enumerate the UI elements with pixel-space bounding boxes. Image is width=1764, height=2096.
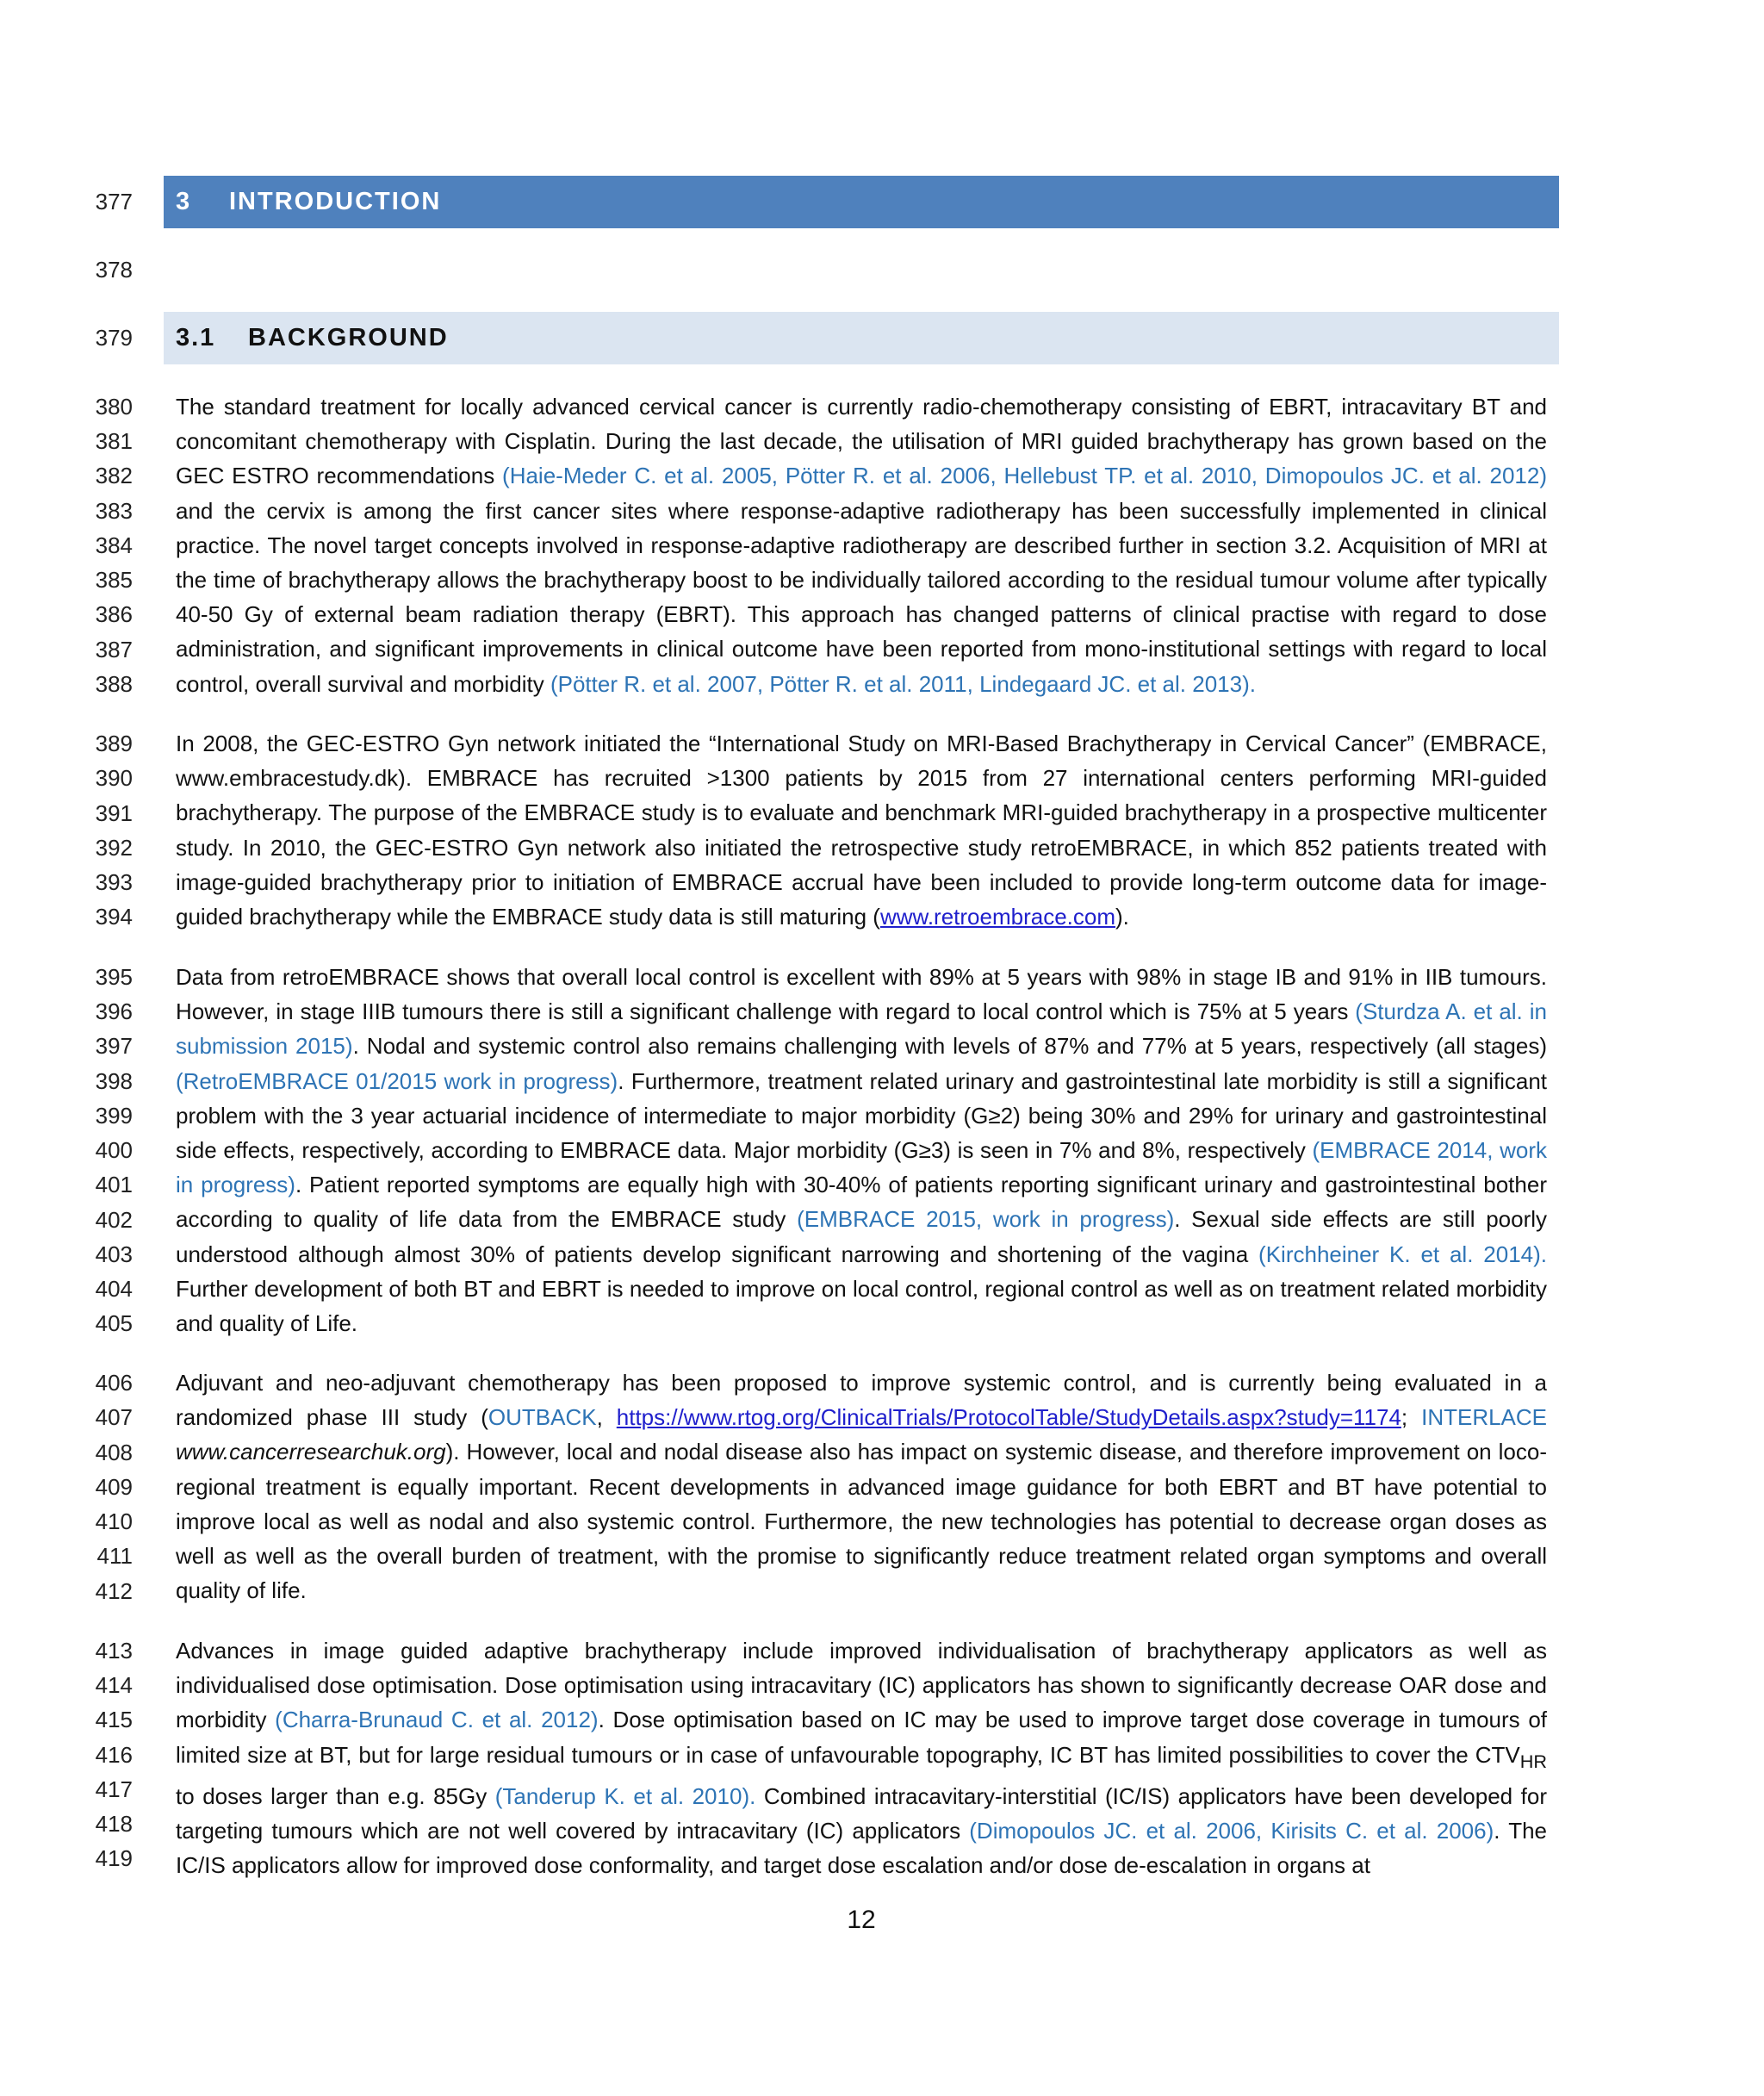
paragraph-adjuvant-chemotherapy: Adjuvant and neo-adjuvant chemotherapy has been proposed to improve systemic control, and is currently being evaluated in a randomized phase III study (OUTBACK, https://www.rtog.org/ClinicalTrials/ProtocolTable/StudyDetails.aspx?study=1174; INTERLACE www.cancerresearchuk.org). However, local and nodal disease also has impact on systemic disease, and therefore improvement on loco-regional treatment is equally important. Recent developments in advanced image guidance for both EBRT and BT have potential to improve local as well as nodal and also systemic control. Furthermore, the new technologies has potential to decrease organ doses as well as well as the overall burden of treatment, with the promise to significantly reduce treatment related organ symptoms and overall quality of life. [176,1370,1548,1604]
outback-citation[interactable]: OUTBACK [488,1404,597,1431]
page-number: 12 [847,1906,876,1934]
citation[interactable]: (Kirchheiner K. et al. 2014). [1258,1241,1547,1267]
line-number: 391 [95,800,133,826]
line-number: 405 [95,1310,133,1336]
line-number: 392 [95,835,133,861]
line-number: 413 [95,1638,133,1664]
citation[interactable]: (Pötter R. et al. 2007, Pötter R. et al. 2011, Lindegaard JC. et al. 2013). [550,670,1256,697]
line-number: 403 [95,1241,133,1267]
rtog-link[interactable]: https://www.rtog.org/ClinicalTrials/ProtocolTable/StudyDetails.aspx?study=1174 [616,1404,1401,1431]
line-number: 393 [95,869,133,895]
line-number: 416 [95,1742,133,1768]
line-number: 385 [95,567,133,593]
paragraph-retroembrace-data: Data from retroEMBRACE shows that overall local control is excellent with 89% at 5 years with 98% in stage IB and 91% in IIB tumours. However, in stage IIIB tumours there is still a significant challenge with regard to local control which is 75% at 5 years (Sturdza A. et al. in submission 2015). Nodal and systemic control also remains challenging with levels of 87% and 77% at 5 years, respectively (all stages) (RetroEMBRACE 01/2015 work in progress). Furthermore, treatment related urinary and gastrointestinal late morbidity is still a significant problem with the 3 year actuarial incidence of intermediate to major morbidity (G≥2) being 30% and 29% for urinary and gastrointestinal side effects, respectively, according to EMBRACE data. Major morbidity (G≥3) is seen in 7% and 8%, respectively (EMBRACE 2014, work in progress). Patient reported symptoms are equally high with 30-40% of patients reporting significant urinary and gastrointestinal bother according to quality of life data from the EMBRACE study (EMBRACE 2015, work in progress). Sexual side effects are still poorly understood although almost 30% of patients develop significant narrowing and shortening of the vagina (Kirchheiner K. et al. 2014). Further development of both BT and EBRT is needed to improve on local control, regional control as well as on treatment related morbidity and quality of Life. [176,964,1548,1337]
citation[interactable]: (Sturdza A. et al. in submission 2015) [176,998,1547,1060]
line-number: 417 [95,1776,133,1802]
line-number: 400 [95,1137,133,1163]
line-number: 414 [95,1672,133,1698]
line-number: 389 [95,731,133,756]
line-number: 404 [95,1276,133,1302]
line-number: 386 [95,601,133,627]
line-number: 397 [95,1033,133,1059]
line-number: 399 [95,1103,133,1129]
line-number: 377 [95,189,133,215]
line-number: 382 [95,463,133,488]
section-heading-introduction [164,176,1559,228]
line-number: 396 [95,998,133,1024]
line-number: 410 [95,1508,133,1534]
line-number: 378 [95,257,133,283]
citation[interactable]: (Tanderup K. et al. 2010). [494,1783,756,1809]
line-number: 419 [95,1845,133,1871]
line-number: 411 [96,1543,133,1569]
line-number: 408 [95,1440,133,1465]
line-number: 402 [95,1207,133,1233]
retroembrace-link[interactable]: www.retroembrace.com [879,904,1116,930]
line-number: 415 [95,1707,133,1732]
line-number: 398 [95,1068,133,1094]
line-number: 418 [95,1811,133,1837]
paragraph-adaptive-brachytherapy: Advances in image guided adaptive brachytherapy include improved individualisation of brachytherapy applicators as well as individualised dose optimisation. Dose optimisation using intracavitary (IC) applicators has shown to significantly decrease OAR dose and morbidity (Charra-Brunaud C. et al. 2012). Dose optimisation based on IC may be used to improve target dose coverage in tumours of limited size at BT, but for large residual tumours or in case of unfavourable topography, IC BT has limited possibilities to cover the $CTV_{HR}$ to doses larger than e.g. 85Gy (Tanderup K. et al. 2010). Combined intracavitary-interstitial (IC/IS) applicators have been developed for targeting tumours which are not well covered by intracavitary (IC) applicators (Dimopoulos JC. et al. 2006, Kirisits C. et al. 2006). The IC/IS applicators allow for improved dose conformality, and target dose escalation and/or dose de-escalation in organs at [176,1638,1548,1879]
line-number: 394 [95,904,133,930]
line-number: 387 [95,637,133,662]
citation[interactable]: (EMBRACE 2015, work in progress) [797,1206,1175,1233]
cancerresearchuk-url: www.cancerresearchuk.org [176,1439,446,1465]
line-number: 384 [95,532,133,558]
citation[interactable]: (Dimopoulos JC. et al. 2006, Kirisits C. et al. 2006) [969,1818,1494,1844]
citation[interactable]: (Charra-Brunaud C. et al. 2012) [275,1707,599,1733]
subsection-title: BACKGROUND [248,324,449,351]
line-number: 395 [95,964,133,990]
section-number: 3 [176,188,192,215]
line-number: 390 [95,765,133,791]
subsection-heading-background [164,312,1559,364]
line-number: 379 [95,325,133,351]
line-number: 381 [95,428,133,454]
line-number: 412 [95,1578,133,1604]
line-number: 409 [95,1474,133,1500]
section-title: INTRODUCTION [229,188,442,215]
line-number: 407 [95,1404,133,1430]
paragraph-standard-treatment: The standard treatment for locally advanced cervical cancer is currently radio-chemotherapy consisting of EBRT, intracavitary BT and concomitant chemotherapy with Cisplatin. During the last decade, the utilisation of MRI guided brachytherapy has grown based on the GEC ESTRO recommendations (Haie-Meder C. et al. 2005, Pötter R. et al. 2006, Hellebust TP. et al. 2010, Dimopoulos JC. et al. 2012) and the cervix is among the first cancer sites where response-adaptive radiotherapy has been successfully implemented in clinical practice. The novel target concepts involved in response-adaptive radiotherapy are described further in section 3.2. Acquisition of MRI at the time of brachytherapy allows the brachytherapy boost to be individually tailored according to the residual tumour volume after typically 40-50 Gy of external beam radiation therapy (EBRT). This approach has changed patterns of clinical practise with regard to dose administration, and significant improvements in clinical outcome have been reported from mono-institutional settings with regard to local control, overall survival and morbidity (Pötter R. et al. 2007, Pötter R. et al. 2011, Lindegaard JC. et al. 2013). [176,394,1548,697]
citation[interactable]: (EMBRACE 2014, work in progress) [176,1137,1547,1198]
paragraph-embrace-study: In 2008, the GEC-ESTRO Gyn network initiated the “International Study on MRI-Based Brachytherapy in Cervical Cancer” (EMBRACE, www.embracestudy.dk). EMBRACE has recruited >1300 patients by 2015 from 27 international centers performing MRI-guided brachytherapy. The purpose of the EMBRACE study is to evaluate and benchmark MRI-guided brachytherapy in a prospective multicenter study. In 2010, the GEC-ESTRO Gyn network also initiated the retrospective study retroEMBRACE, in which 852 patients treated with image-guided brachytherapy prior to initiation of EMBRACE accrual have been included to provide long-term outcome data for image-guided brachytherapy while the EMBRACE study data is still maturing (www.retroembrace.com). [176,731,1547,930]
subsection-number: 3.1 [176,324,216,351]
citation[interactable]: (Haie-Meder C. et al. 2005, Pötter R. et al. 2006, Hellebust TP. et al. 2010, Dimopoulos JC. et al. 2012) [502,463,1548,489]
line-number: 401 [95,1172,133,1197]
line-number: 406 [95,1370,133,1396]
line-number: 383 [95,498,133,524]
interlace-citation[interactable]: INTERLACE [1421,1404,1548,1431]
line-number: 388 [95,671,133,697]
subscript-hr: HR [1519,1750,1547,1772]
line-number: 380 [95,394,133,420]
citation[interactable]: (RetroEMBRACE 01/2015 work in progress) [176,1067,618,1094]
